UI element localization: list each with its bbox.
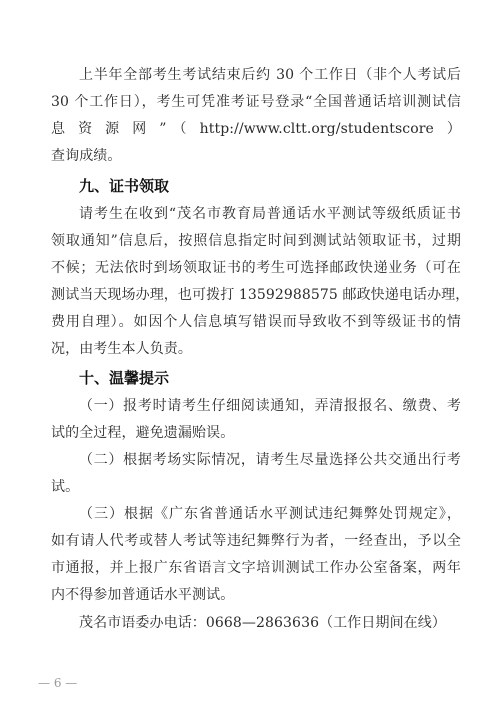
section-9-line-4: 测试当天现场办理，也可拨打 13592988575 邮政快递电话办理， <box>51 287 470 303</box>
score-paragraph-line-4: 查询成绩。 <box>51 148 122 164</box>
section-9-line-6: 况，由考生本人负责。 <box>51 341 192 357</box>
section-10-heading: 十、温馨提示 <box>79 369 170 387</box>
page-number: — 6 — <box>38 676 78 690</box>
tip-3-line-4: 内不得参加普通话水平测试。 <box>51 587 235 603</box>
tip-1-line-1: （一）报考时请考生仔细阅读通知，弄清报报名、缴费、考 <box>79 398 461 414</box>
score-paragraph-line-3: 息资源网”（http://www.cltt.org/studentscore） <box>51 121 461 137</box>
section-9-line-3: 不候；无法依时到场领取证书的考生可选择邮政快递业务（可在 <box>51 260 461 276</box>
section-9-line-5: 费用自理）。如因个人信息填写错误而导致收不到等级证书的情 <box>51 314 461 330</box>
tip-2-line-1: （二）根据考场实际情况，请考生尽量选择公共交通出行考 <box>79 452 461 468</box>
score-paragraph-line-2: 30 个工作日），考生可凭准考证号登录“全国普通话培训测试信 <box>51 94 461 110</box>
section-9-heading: 九、证书领取 <box>79 177 170 195</box>
tip-3-line-2: 如有请人代考或替人考试等违纪舞弊行为者，一经查出，予以全 <box>51 533 461 549</box>
score-paragraph-line-1: 上半年全部考生考试结束后约 30 个工作日（非个人考试后 <box>79 67 461 83</box>
tip-3-line-3: 市通报，并上报广东省语言文字培训测试工作办公室备案，两年 <box>51 560 461 576</box>
tip-1-line-2: 试的全过程，避免遗漏贻误。 <box>51 425 235 441</box>
tip-2-line-2: 试。 <box>51 479 80 495</box>
contact-phone-line: 茂名市语委办电话：0668—2863636（工作日期间在线） <box>79 615 446 631</box>
section-9-line-2: 领取通知”信息后，按照信息指定时间到测试站领取证书，过期 <box>51 233 461 249</box>
tip-3-line-1: （三）根据《广东省普通话水平测试违纪舞弊处罚规定》， <box>79 506 461 522</box>
section-9-line-1: 请考生在收到“茂名市教育局普通话水平测试等级纸质证书 <box>79 206 461 222</box>
